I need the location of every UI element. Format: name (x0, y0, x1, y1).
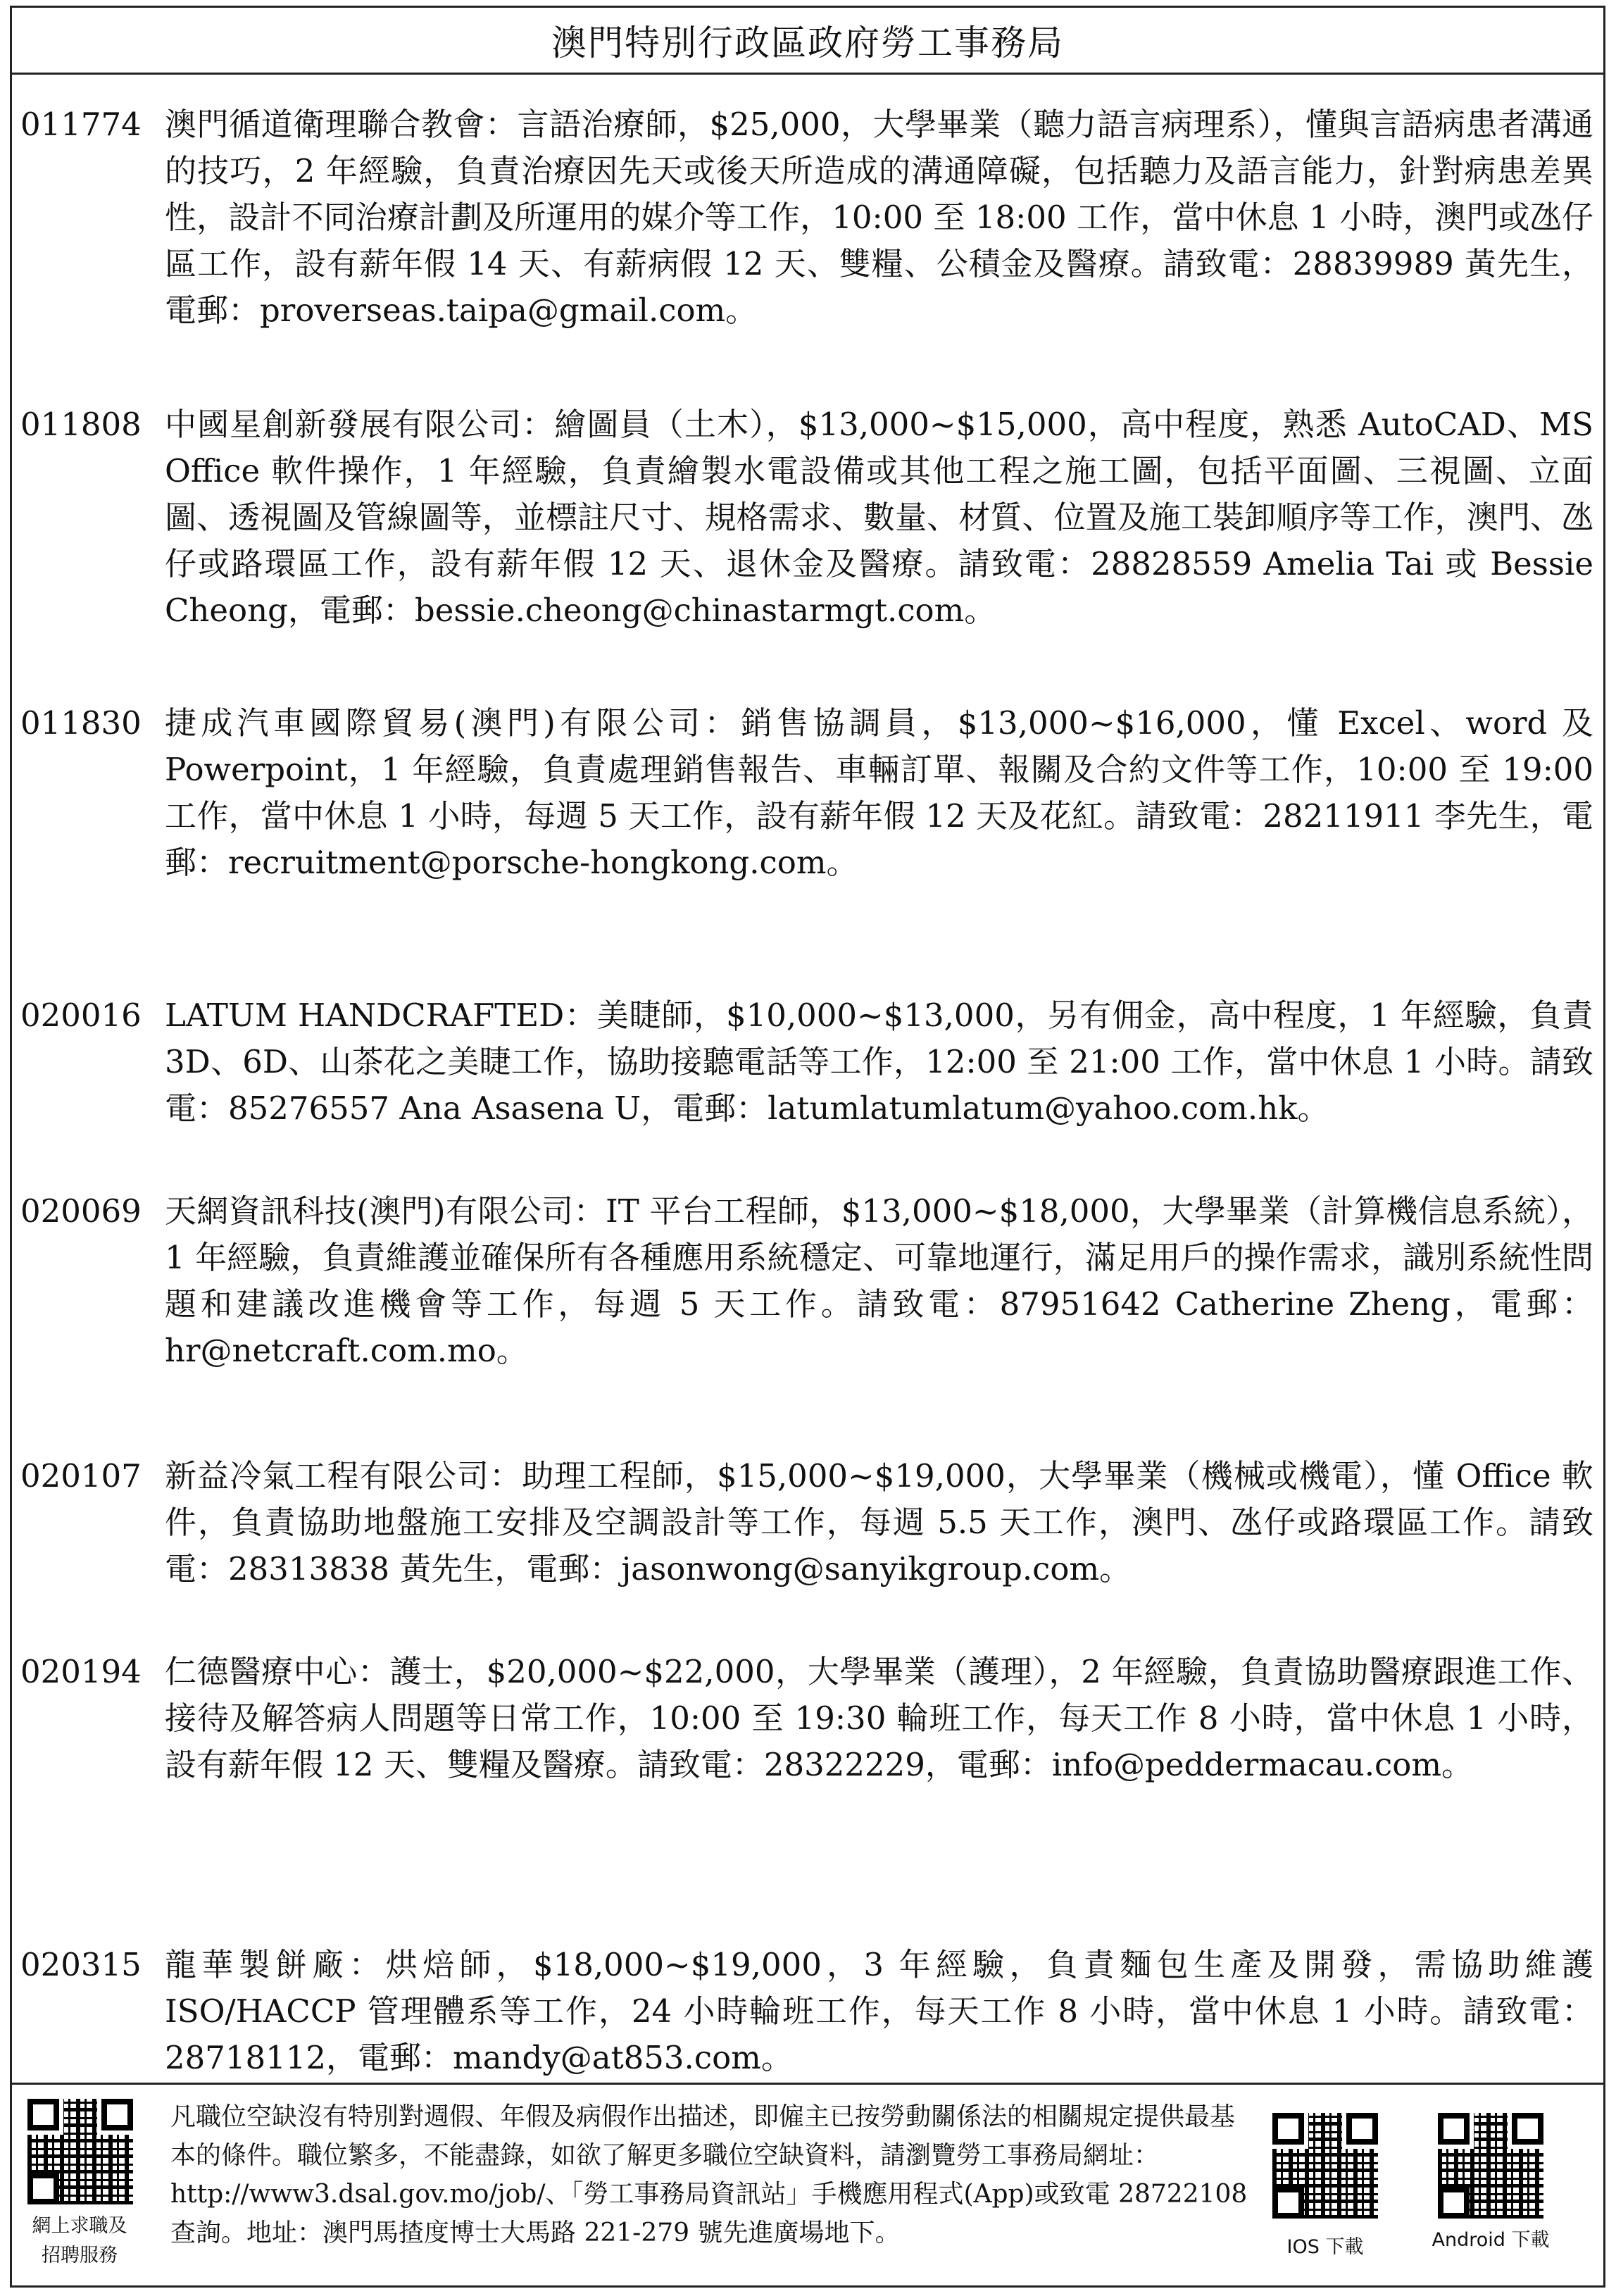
job-listing (12, 992, 1603, 1132)
job-listing (12, 1942, 1603, 2081)
listing-id: 020107 (20, 1457, 142, 1495)
listing-text: LATUM HANDCRAFTED：美睫師，$10,000~$13,000，另有佣金，高中程度，1 年經驗，負責 3D、6D、山茶花之美睫工作，協助接聽電話等工作，12:00 至 21:00 工作，當中休息 1 小時。請致電：85276557 Ana Asasena U，電郵：latumlatumlatum@yahoo.com.hk。 (165, 997, 1593, 1127)
job-listing (12, 101, 1603, 334)
listing-id: 011774 (20, 106, 142, 143)
ios-download-label: IOS 下載 (1286, 2236, 1364, 2258)
listing-id: 011830 (20, 704, 142, 742)
listing-id: 020315 (20, 1946, 142, 1983)
page-title: 澳門特別行政區政府勞工事務局 (551, 23, 1064, 63)
listing-id: 011808 (20, 406, 142, 443)
listing-text: 新益冷氣工程有限公司：助理工程師，$15,000~$19,000，大學畢業（機械或機電），懂 Office 軟件，負責協助地盤施工安排及空調設計等工作，每週 5.5 天工作，澳門、氹仔或路環區工作。請致電：28313838 黃先生，電郵：jasonwong@sanyikgroup.com。 (165, 1457, 1593, 1587)
listing-text: 捷成汽車國際貿易(澳門)有限公司：銷售協調員，$13,000~$16,000，懂 Excel、word 及 Powerpoint，1 年經驗，負責處理銷售報告、車輛訂單、報關及合約文件等工作，10:00 至 19:00 工作，當中休息 1 小時，每週 5 天工作，設有薪年假 12 天及花紅。請致電：28211911 李先生，電郵：recruitment@porsche-hongkong.com。 (165, 704, 1593, 881)
job-listing (12, 1188, 1603, 1374)
android-download-qr-code[interactable] (1438, 2113, 1543, 2219)
android-download-label: Android 下載 (1432, 2229, 1550, 2251)
listing-id: 020194 (20, 1653, 142, 1690)
footer-note: 凡職位空缺沒有特別對週假、年假及病假作出描述，即僱主已按勞動關係法的相關規定提供最基本的條件。職位繁多，不能盡錄，如欲了解更多職位空缺資料，請瀏覽勞工事務局網址：http://www3.dsal.gov.mo/job/、「勞工事務局資訊站」手機應用程式(App)或致電 28722108 查詢。地址：澳門馬揸度博士大馬路 221-279 號先進廣場地下。 (170, 2102, 1248, 2247)
listing-text: 天網資訊科技(澳門)有限公司：IT 平台工程師，$13,000~$18,000，大學畢業（計算機信息系統），1 年經驗，負責維護並確保所有各種應用系統穩定、可靠地運行，滿足用戶的操作需求，識別系統性問題和建議改進機會等工作，每週 5 天工作。請致電：87951642 Catherine Zheng，電郵：hr@netcraft.com.mo。 (165, 1192, 1593, 1369)
job-listing (12, 401, 1603, 634)
ios-download-qr-code[interactable] (1272, 2113, 1378, 2219)
listing-id: 020069 (20, 1192, 142, 1230)
footer (12, 2083, 1603, 2285)
job-service-qr-label: 網上求職及 招聘服務 (32, 2215, 127, 2266)
job-listing (12, 700, 1603, 886)
job-listing (12, 1649, 1603, 1788)
listing-text: 中國星創新發展有限公司：繪圖員（土木），$13,000~$15,000，高中程度，熟悉 AutoCAD、MS Office 軟件操作，1 年經驗，負責繪製水電設備或其他工程之施工圖，包括平面圖、三視圖、立面圖、透視圖及管線圖等，並標註尺寸、規格需求、數量、材質、位置及施工裝卸順序等工作，澳門、氹仔或路環區工作，設有薪年假 12 天、退休金及醫療。請致電：28828559 Amelia Tai 或 Bessie Cheong，電郵：bessie.cheong@chinastarmgt.com。 (165, 406, 1593, 629)
listing-text: 龍華製餅廠：烘焙師，$18,000~$19,000，3 年經驗，負責麵包生產及開發，需協助維護 ISO/HACCP 管理體系等工作，24 小時輪班工作，每天工作 8 小時，當中休息 1 小時。請致電：28718112，電郵：mandy@at853.com。 (165, 1946, 1593, 2076)
job-listings (12, 73, 1603, 2085)
job-service-qr-code[interactable] (27, 2099, 133, 2204)
page-header (12, 8, 1603, 75)
job-listing-sheet (10, 6, 1605, 2288)
listing-text: 澳門循道衛理聯合教會：言語治療師，$25,000，大學畢業（聽力語言病理系），懂與言語病患者溝通的技巧，2 年經驗，負責治療因先天或後天所造成的溝通障礙，包括聽力及語言能力，針對病患差異性，設計不同治療計劃及所運用的媒介等工作，10:00 至 18:00 工作，當中休息 1 小時，澳門或氹仔區工作，設有薪年假 14 天、有薪病假 12 天、雙糧、公積金及醫療。請致電：28839989 黃先生，電郵：proverseas.taipa@gmail.com。 (165, 106, 1593, 329)
listing-text: 仁德醫療中心：護士，$20,000~$22,000，大學畢業（護理），2 年經驗，負責協助醫療跟進工作、接待及解答病人問題等日常工作，10:00 至 19:30 輪班工作，每天工作 8 小時，當中休息 1 小時，設有薪年假 12 天、雙糧及醫療。請致電：28322229，電郵：info@peddermacau.com。 (165, 1653, 1593, 1783)
listing-id: 020016 (20, 997, 142, 1034)
job-listing (12, 1453, 1603, 1592)
